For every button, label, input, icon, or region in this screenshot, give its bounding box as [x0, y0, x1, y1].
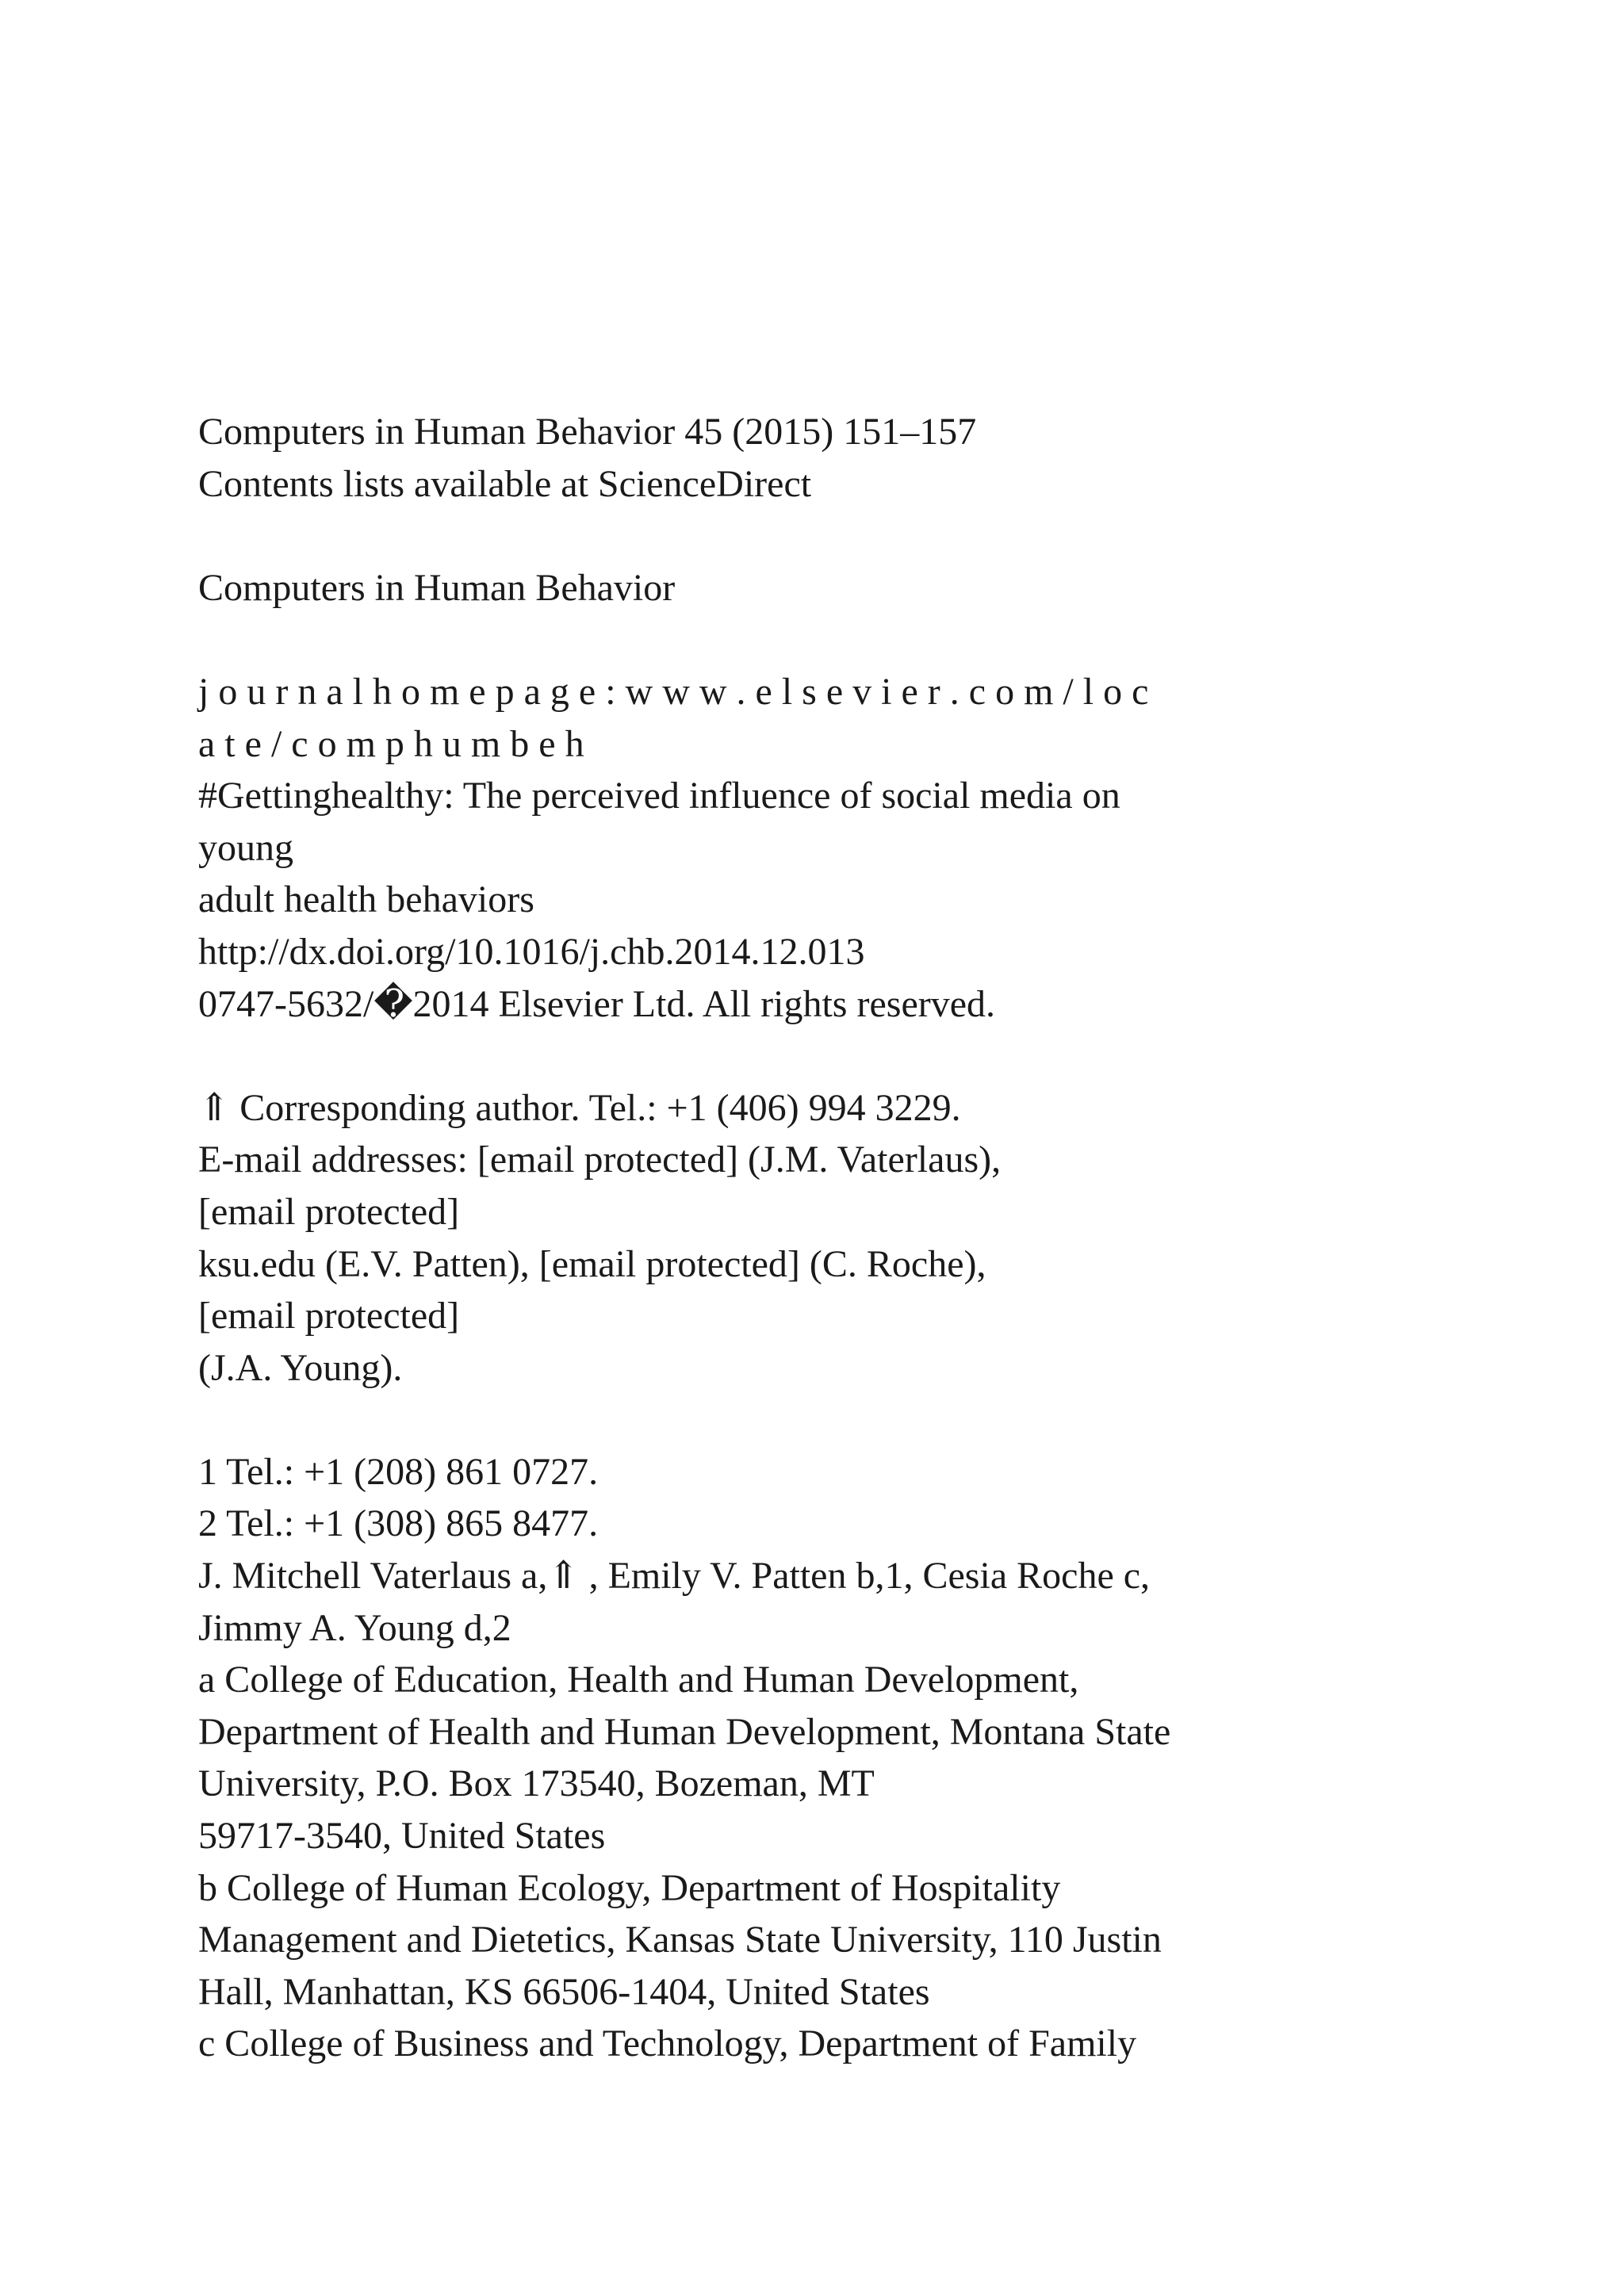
- affiliation-a-line-2: Department of Health and Human Development, Montana State: [198, 1710, 1171, 1753]
- affiliation-b-line-1: b College of Human Ecology, Department of Hospitality: [198, 1866, 1061, 1909]
- journal-name: Computers in Human Behavior: [198, 566, 676, 609]
- email-addresses-line-5: (J.A. Young).: [198, 1346, 403, 1389]
- affiliation-a-line-4: 59717-3540, United States: [198, 1815, 606, 1858]
- affiliation-a-line-3: University, P.O. Box 173540, Bozeman, MT: [198, 1762, 875, 1805]
- spacer: [198, 510, 1499, 562]
- article-title-line-1: #Gettinghealthy: The perceived influence of social media on: [198, 775, 1120, 817]
- affiliation-b-line-2: Management and Dietetics, Kansas State University, 110 Justin: [198, 1919, 1162, 1961]
- article-doi: http://dx.doi.org/10.1016/j.chb.2014.12.013: [198, 930, 865, 973]
- footnote-1: 1 Tel.: +1 (208) 861 0727.: [198, 1450, 599, 1493]
- footnote-2: 2 Tel.: +1 (308) 865 8477.: [198, 1502, 599, 1545]
- corresponding-author-note: ⇑ Corresponding author. Tel.: +1 (406) 994 3229.: [198, 1086, 961, 1129]
- email-addresses-line-4: [email protected]: [198, 1295, 460, 1337]
- contents-availability: Contents lists available at ScienceDirect: [198, 462, 812, 505]
- article-title-line-3: adult health behaviors: [198, 878, 534, 921]
- email-addresses-line-1: E-mail addresses: [email protected] (J.M. Vaterlaus),: [198, 1138, 1002, 1181]
- journal-homepage-line-2: a t e / c o m p h u m b e h: [198, 722, 584, 765]
- spacer: [198, 614, 1499, 666]
- spacer: [198, 1394, 1499, 1446]
- email-addresses-line-3: ksu.edu (E.V. Patten), [email protected] (C. Roche),: [198, 1242, 986, 1285]
- journal-citation: Computers in Human Behavior 45 (2015) 151–157: [198, 411, 977, 453]
- authors-line-2: Jimmy A. Young d,2: [198, 1606, 511, 1649]
- authors-line-1: J. Mitchell Vaterlaus a,⇑ , Emily V. Patten b,1, Cesia Roche c,: [198, 1555, 1151, 1598]
- spacer: [198, 1030, 1499, 1082]
- article-title-line-2: young: [198, 826, 293, 869]
- journal-homepage-line-1: j o u r n a l h o m e p a g e : w w w . e l s e v i e r . c o m / l o c: [198, 670, 1149, 713]
- email-addresses-line-2: [email protected]: [198, 1190, 460, 1233]
- affiliation-b-line-3: Hall, Manhattan, KS 66506-1404, United States: [198, 1970, 930, 2013]
- document-page: [198, 406, 1499, 2070]
- copyright-notice: 0747-5632/�2014 Elsevier Ltd. All rights reserved.: [198, 982, 996, 1025]
- affiliation-a-line-1: a College of Education, Health and Human Development,: [198, 1659, 1079, 1701]
- affiliation-c-line-1: c College of Business and Technology, Department of Family: [198, 2022, 1137, 2065]
